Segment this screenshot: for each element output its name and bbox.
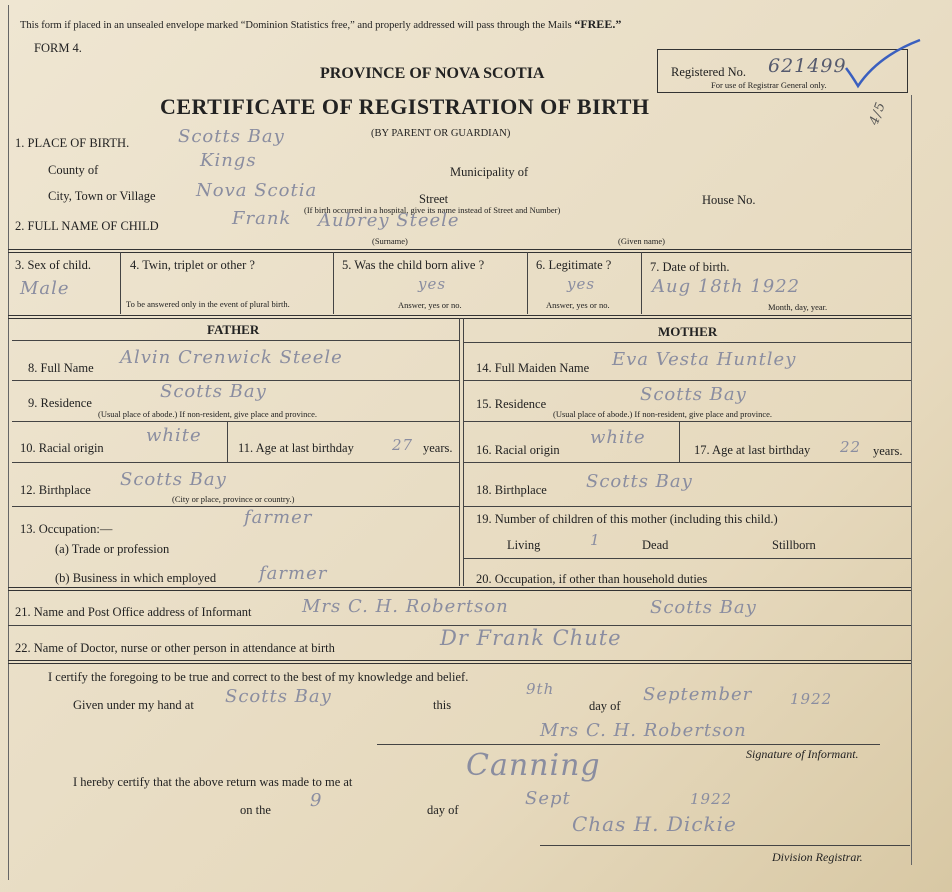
check-mark-icon [840, 36, 925, 96]
father-birthplace-note: (City or place, province or country.) [172, 494, 295, 504]
on-day-value: 9 [310, 790, 323, 811]
born-alive-value: yes [418, 275, 447, 293]
divider-1 [8, 249, 911, 253]
father-head-line [12, 340, 459, 341]
day-of-label: day of [589, 699, 621, 713]
province-heading: PROVINCE OF NOVA SCOTIA [320, 65, 545, 82]
mother-name-value: Eva Vesta Huntley [612, 349, 797, 370]
father-name-label: 8. Full Name [28, 361, 94, 375]
mother-racial-value: white [590, 427, 646, 448]
mother-line-3 [463, 462, 911, 463]
surname-value: Frank [232, 208, 292, 229]
trade-value: farmer [244, 507, 313, 528]
father-racial-label: 10. Racial origin [20, 441, 104, 455]
business-value: farmer [259, 563, 328, 584]
legitimate-value: yes [567, 275, 596, 293]
divider-3 [8, 587, 911, 591]
form-number: FORM 4. [34, 41, 82, 55]
father-residence-value: Scotts Bay [160, 381, 267, 402]
mother-name-label: 14. Full Maiden Name [476, 361, 590, 375]
mother-line-4 [463, 506, 911, 507]
trade-label: (a) Trade or profession [55, 542, 170, 556]
mother-birthplace-value: Scotts Bay [586, 471, 693, 492]
signature-caption: Signature of Informant. [746, 747, 859, 761]
registered-no-label: Registered No. [671, 65, 746, 79]
father-line-2 [12, 421, 459, 422]
mother-head-line [463, 342, 911, 343]
given-name-caption: (Given name) [618, 236, 665, 246]
registered-no-value: 621499 [768, 55, 847, 77]
mother-age-divider [679, 422, 680, 462]
given-place-value: Scotts Bay [225, 686, 332, 707]
registrar-caption: Division Registrar. [772, 850, 863, 864]
mother-heading: MOTHER [658, 324, 718, 339]
father-birthplace-label: 12. Birthplace [20, 483, 91, 497]
divider-5 [8, 660, 911, 664]
divider-v-twin [333, 252, 334, 314]
place-of-birth-label: 1. PLACE OF BIRTH. [15, 136, 130, 150]
informant-label: 21. Name and Post Office address of Informant [15, 605, 252, 619]
father-name-value: Alvin Crenwick Steele [120, 347, 343, 368]
certify-text: I certify the foregoing to be true and correct to the best of my knowledge and belief. [48, 670, 469, 684]
father-line-3 [12, 462, 459, 463]
right-border [911, 95, 912, 865]
mother-age-label: 17. Age at last birthday [694, 443, 811, 457]
mother-age-value: 22 [840, 438, 862, 456]
full-name-label: 2. FULL NAME OF CHILD [15, 219, 159, 233]
on-year-value: 1922 [690, 790, 733, 808]
given-month-value: September [643, 684, 753, 705]
twin-label: 4. Twin, triplet or other ? [130, 258, 255, 272]
on-the-label: on the [240, 803, 271, 817]
occupation-label: 13. Occupation:— [20, 522, 113, 536]
mother-occupation-label: 20. Occupation, if other than household duties [476, 572, 708, 586]
mailing-note: This form if placed in an unsealed envelope marked “Dominion Statistics free,” and properly addressed will pass through the Mails “FREE.” [20, 17, 622, 31]
mother-residence-label: 15. Residence [476, 397, 547, 411]
on-month-value: Sept [525, 788, 571, 809]
given-day-value: 9th [526, 680, 555, 698]
legitimate-note: Answer, yes or no. [546, 300, 610, 310]
mother-residence-value: Scotts Bay [640, 384, 747, 405]
father-birthplace-value: Scotts Bay [120, 469, 227, 490]
informant-name-value: Mrs C. H. Robertson [302, 596, 509, 617]
given-year-value: 1922 [790, 690, 833, 708]
municipality-label: Municipality of [450, 165, 529, 179]
certify2-text: I hereby certify that the above return was made to me at [73, 775, 353, 789]
father-years-label: years. [423, 441, 453, 455]
born-alive-note: Answer, yes or no. [398, 300, 462, 310]
county-label: County of [48, 163, 99, 177]
date-note: Month, day, year. [768, 302, 828, 312]
twin-note: To be answered only in the event of plural birth. [126, 299, 290, 309]
doctor-label: 22. Name of Doctor, nurse or other person in attendance at birth [15, 641, 335, 655]
mother-line-2 [463, 421, 911, 422]
mother-racial-label: 16. Racial origin [476, 443, 560, 457]
parents-divider-b [463, 318, 464, 586]
house-no-label: House No. [702, 193, 756, 207]
stillborn-label: Stillborn [772, 538, 816, 552]
date-of-birth-value: Aug 18th 1922 [652, 276, 801, 297]
mother-years-label: years. [873, 444, 903, 458]
county-value: Kings [200, 150, 257, 171]
father-residence-label: 9. Residence [28, 396, 92, 410]
city-value: Nova Scotia [196, 180, 318, 201]
informant-address-value: Scotts Bay [650, 597, 757, 618]
born-alive-label: 5. Was the child born alive ? [342, 258, 485, 272]
mother-line-5 [463, 558, 911, 559]
father-line-4 [12, 506, 459, 507]
registrar-line [540, 845, 910, 846]
sex-label: 3. Sex of child. [15, 258, 92, 272]
return-place-value: Canning [466, 748, 601, 783]
city-label: City, Town or Village [48, 189, 156, 203]
doctor-value: Dr Frank Chute [440, 626, 622, 650]
street-note: (If birth occurred in a hospital, give its name instead of Street and Number) [304, 205, 561, 215]
certificate-title: CERTIFICATE OF REGISTRATION OF BIRTH [160, 94, 650, 119]
day-of2-label: day of [427, 803, 459, 817]
given-name-value: Aubrey Steele [318, 210, 460, 231]
place-of-birth-value: Scotts Bay [178, 126, 285, 147]
signature-line [377, 744, 880, 745]
business-label: (b) Business in which employed [55, 571, 217, 585]
father-age-label: 11. Age at last birthday [238, 441, 354, 455]
children-label: 19. Number of children of this mother (including this child.) [476, 512, 778, 526]
left-border [8, 5, 9, 880]
registration-note: For use of Registrar General only. [711, 80, 827, 90]
mother-abode-note: (Usual place of abode.) If non-resident, give place and province. [553, 409, 773, 419]
father-abode-note: (Usual place of abode.) If non-resident, give place and province. [98, 409, 318, 419]
margin-mark: 4/5 [866, 99, 890, 128]
certificate-subtitle: (BY PARENT OR GUARDIAN) [371, 128, 511, 139]
this-label: this [433, 698, 452, 712]
informant-signature: Mrs C. H. Robertson [540, 720, 747, 741]
mother-birthplace-label: 18. Birthplace [476, 483, 547, 497]
living-label: Living [507, 538, 541, 552]
divider-v-legit [641, 252, 642, 314]
parents-divider-a [459, 318, 460, 586]
living-value: 1 [590, 531, 601, 549]
father-heading: FATHER [207, 322, 260, 337]
dead-label: Dead [642, 538, 669, 552]
father-racial-value: white [146, 425, 202, 446]
street-label: Street [419, 192, 449, 206]
divider-v-alive [527, 252, 528, 314]
mother-line-1 [463, 380, 911, 381]
date-of-birth-label: 7. Date of birth. [650, 260, 730, 274]
legitimate-label: 6. Legitimate ? [536, 258, 612, 272]
registrar-signature: Chas H. Dickie [572, 812, 737, 836]
surname-caption: (Surname) [372, 236, 408, 246]
given-under-label: Given under my hand at [73, 698, 194, 712]
father-age-value: 27 [392, 436, 414, 454]
father-age-divider [227, 422, 228, 462]
sex-value: Male [20, 278, 70, 299]
divider-v-sex [120, 252, 121, 314]
